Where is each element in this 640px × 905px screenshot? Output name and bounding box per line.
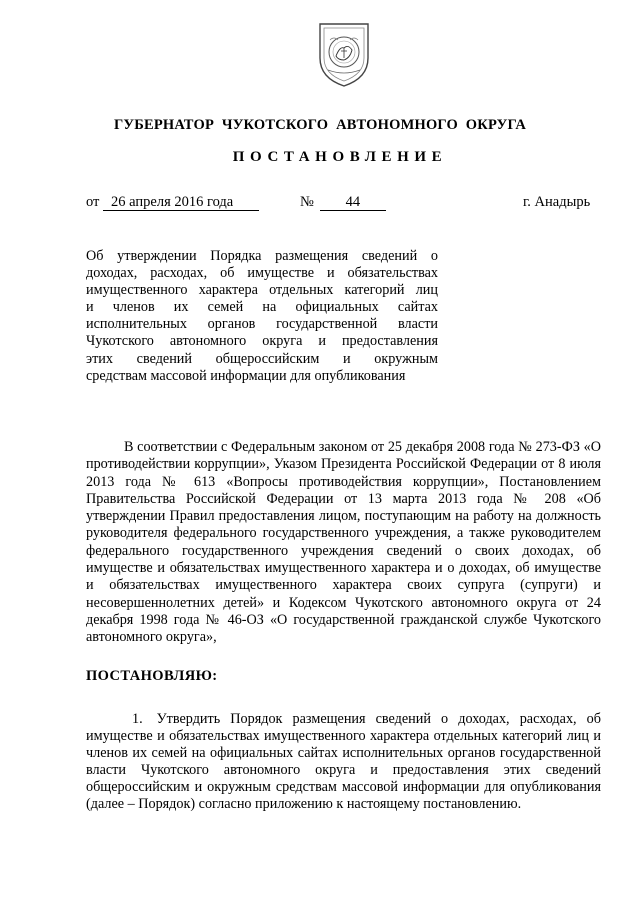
number-label: № [300, 194, 314, 210]
item-number: 1. [132, 711, 143, 727]
coat-of-arms-icon [314, 18, 374, 90]
subject-line: исполнительных органов государственной власти [86, 316, 438, 333]
document-date: 26 апреля 2016 года [103, 194, 259, 211]
document-number-line [300, 193, 386, 211]
document-subject [86, 248, 438, 385]
decree-item [86, 711, 601, 814]
issuing-authority: ГУБЕРНАТОР ЧУКОТСКОГО АВТОНОМНОГО ОКРУГА [113, 117, 527, 133]
item-text: Утвердить Порядок размещения сведений о доходах, расходах, об имуществе и обязательствах имущественного характера отдельных категорий лиц и членов их семей на официальных сайтах исполнительных органов государственной власти Чукотского автономного округа и предоставления этих сведений общероссийским и окружным средствам массовой информации для опубликования (далее – Порядок) согласно приложению к настоящему постановлению. [86, 711, 601, 813]
subject-line: имущественного характера отдельных категорий лиц [86, 282, 438, 299]
preamble-paragraph: В соответствии с Федеральным законом от 25 декабря 2008 года № 273-ФЗ «О противодействии коррупции», Указом Президента Российской Федерации от 8 июля 2013 года № 613 «Вопросы противодействия коррупции», Постановлением Правительства Российской Федерации от 13 марта 2013 года № 208 «Об утверждении Правил предоставления лицом, поступающим на работу на должность руководителя федерального государственного учреждения, а также руководителем федерального государственного учреждения сведений о своих доходах, об имуществе и обязательствах имущественного характера и о доходах, об имуществе и обязательствах имущественного характера своих супруга (супруги) и несовершеннолетних детей» и Кодексом Чукотского автономного округа от 24 декабря 1998 года № 46-ОЗ «О государственной гражданской службе Чукотского автономного округа», [86, 439, 601, 646]
subject-line: Чукотского автономного округа и предоставления [86, 333, 438, 350]
document-city: г. Анадырь [523, 194, 591, 210]
subject-line: и членов их семей на официальных сайтах [86, 299, 438, 316]
subject-line: средствам массовой информации для опубликования [86, 367, 406, 384]
subject-line: этих сведений общероссийским и окружным [86, 350, 438, 367]
subject-line: Об утверждении Порядка размещения сведений о [86, 248, 438, 264]
document-date-line [86, 193, 259, 211]
decree-heading: ПОСТАНОВЛЯЮ: [86, 668, 218, 684]
document-number: 44 [320, 194, 386, 211]
subject-line: доходах, расходах, об имуществе и обязательствах [86, 265, 438, 282]
document-type-title: ПОСТАНОВЛЕНИЕ [232, 149, 448, 165]
date-label: от [86, 194, 100, 210]
